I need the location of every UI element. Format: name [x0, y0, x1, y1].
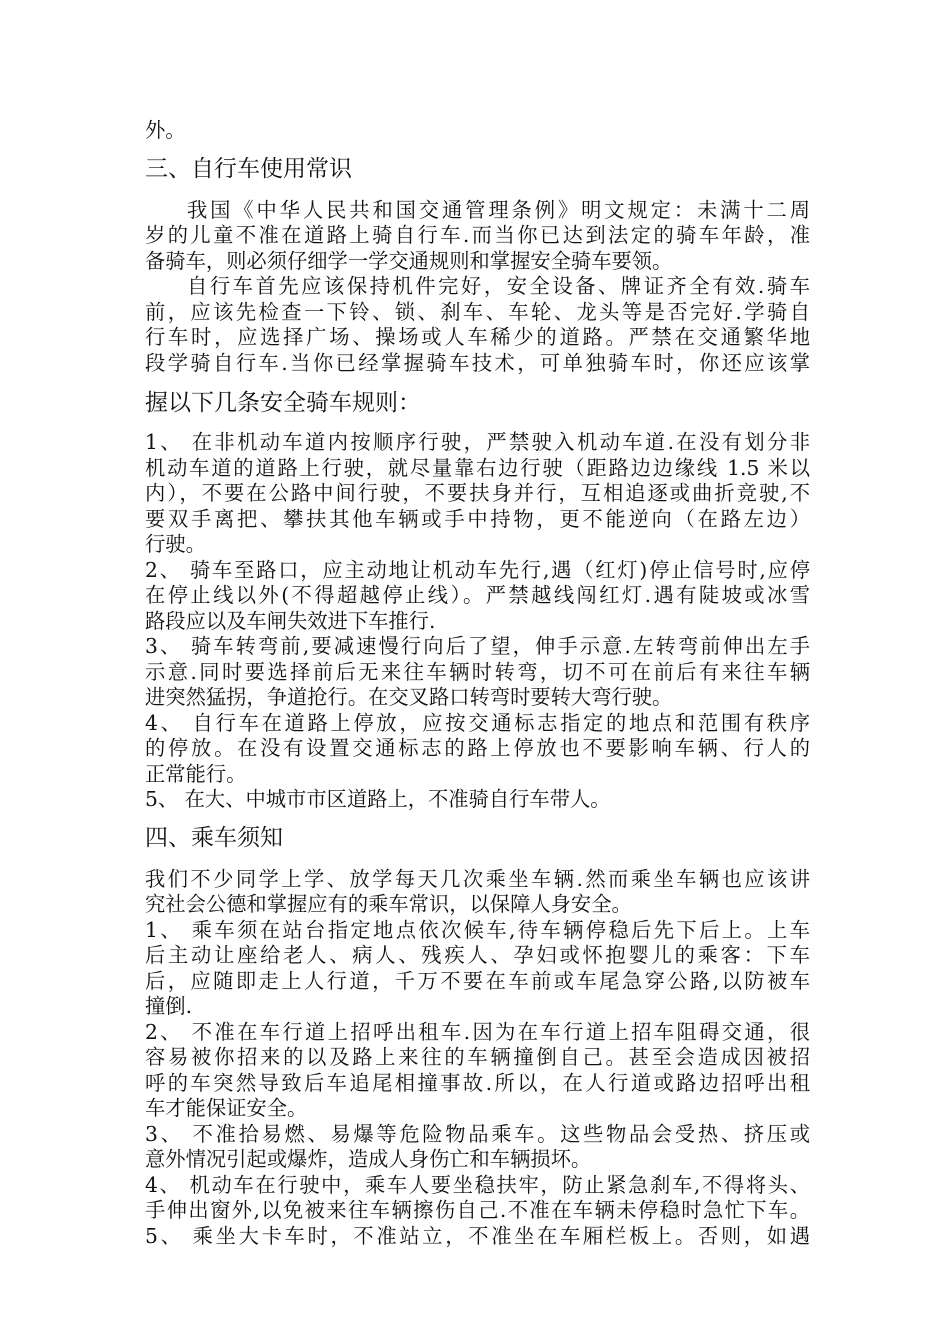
paragraph-line: 段学骑自行车.当你已经掌握骑车技术，可单独骑车时，你还应该掌: [145, 350, 810, 375]
rule-line: 示意.同时要选择前后无来往车辆时转弯，切不可在前后有来往车辆: [145, 659, 810, 684]
spacer: [145, 418, 810, 430]
section4-rule-5: [145, 1224, 810, 1250]
spacer: [145, 376, 810, 388]
paragraph-line: 岁的儿童不准在道路上骑自行车.而当你已达到法定的骑车年龄，准: [145, 223, 810, 247]
rule-line: 3、 不准拾易燃、易爆等危险物品乘车。这些物品会受热、挤压或: [145, 1121, 810, 1146]
spacer: [145, 184, 810, 198]
section3-paragraph-2: [145, 274, 810, 376]
paragraph-line: 自行车首先应该保持机件完好，安全设备、牌证齐全有效.骑车: [187, 274, 810, 298]
rule-line: 要双手离把、攀扶其他车辆或手中持物，更不能逆向（在路左边）: [145, 506, 810, 531]
section3-heading: 三、自行车使用常识: [145, 155, 352, 182]
rule-line: 3、 骑车转弯前,要减速慢行向后了望，伸手示意.左转弯前伸出左手: [145, 634, 810, 658]
paragraph-line: 我国《中华人民共和国交通管理条例》明文规定：未满十二周: [187, 197, 810, 222]
spacer: [145, 853, 810, 867]
rule-line: 行驶。: [145, 532, 206, 556]
rule-line: 4、 机动车在行驶中，乘车人要坐稳扶牢，防止紧急刹车,不得将头、: [145, 1172, 810, 1197]
rule-line: 进突然猛拐，争道抢行。在交叉路口转弯时要转大弯行驶。: [145, 685, 673, 709]
section3-rule-2: [145, 558, 810, 635]
paragraph-line: 前，应该先检查一下铃、锁、刹车、车轮、龙头等是否完好.学骑自: [145, 299, 810, 324]
section4-heading: 四、乘车须知: [145, 824, 283, 851]
section4-rule-4: [145, 1173, 810, 1224]
rule-line: 撞倒.: [145, 994, 193, 1018]
rule-line: 4、 自行车在道路上停放，应按交通标志指定的地点和范围有秩序: [145, 710, 810, 735]
section3-rules-intro: 握以下几条安全骑车规则：: [145, 390, 421, 416]
rule-line: 车才能保证安全。: [145, 1096, 308, 1120]
section4-intro: [145, 867, 810, 918]
document-page: [145, 118, 810, 1249]
spacer: [145, 813, 810, 823]
section3-rule-1: [145, 430, 810, 558]
section4-rule-3: [145, 1122, 810, 1173]
rule-line: 1、 乘车须在站台指定地点依次候车,待车辆停稳后先下后上。上车: [145, 917, 810, 942]
rule-line: 手伸出窗外,以免被来往车辆擦伤自己.不准在车辆未停稳时急忙下车。: [145, 1198, 810, 1222]
rule-line: 在停止线以外(不得超越停止线）。严禁越线闯红灯.遇有陡坡或冰雪: [145, 583, 810, 607]
rule-line: 呼的车突然导致后车追尾相撞事故.所以，在人行道或路边招呼出租: [145, 1070, 810, 1095]
paragraph-line: 我们不少同学上学、放学每天几次乘坐车辆.然而乘坐车辆也应该讲: [145, 866, 810, 891]
intro-tail: 外。: [145, 118, 186, 142]
rule-line: 路段应以及车闸失效进下车推行.: [145, 608, 436, 633]
section4-rule-2: [145, 1020, 810, 1122]
rule-line: 意外情况引起或爆炸，造成人身伤亡和车辆损坏。: [145, 1147, 592, 1171]
section4-rule-1: [145, 918, 810, 1020]
rule-line: 后，应随即走上人行道，千万不要在车前或车尾急穿公路,以防被车: [145, 968, 810, 993]
rule-line: 2、 不准在车行道上招呼出租车.因为在车行道上招车阻碍交通，很: [145, 1019, 810, 1044]
rule-line: 5、 在大、中城市市区道路上，不准骑自行车带人。: [145, 787, 611, 811]
section3-rule-5: [145, 787, 810, 813]
rule-line: 内），不要在公路中间行驶，不要扶身并行，互相追逐或曲折竞驶,不: [145, 481, 810, 505]
rule-line: 的停放。在没有设置交通标志的路上停放也不要影响车辆、行人的: [145, 736, 810, 760]
paragraph-line: 究社会公德和掌握应有的乘车常识，以保障人身安全。: [145, 892, 632, 916]
rule-line: 5、 乘坐大卡车时，不准站立，不准坐在车厢栏板上。否则，如遇: [145, 1223, 810, 1248]
section3-rule-4: [145, 711, 810, 788]
section3-rule-3: [145, 634, 810, 711]
paragraph-line: 备骑车，则必须仔细学一学交通规则和掌握安全骑车要领。: [145, 248, 673, 273]
spacer: [145, 144, 810, 154]
rule-line: 正常能行。: [145, 761, 247, 786]
rule-line: 1、 在非机动车道内按顺序行驶，严禁驶入机动车道.在没有划分非: [145, 430, 810, 454]
rule-line: 机动车道的道路上行驶，就尽量靠右边行驶（距路边边缘线 1.5 米以: [145, 455, 810, 480]
section3-paragraph-1: [145, 198, 810, 275]
paragraph-line: 行车时，应选择广场、操场或人车稀少的道路。严禁在交通繁华地: [145, 325, 810, 349]
rule-line: 2、 骑车至路口，应主动地让机动车先行,遇（红灯)停止信号时,应停: [145, 557, 810, 582]
rule-line: 容易被你招来的以及路上来往的车辆撞倒自己。甚至会造成因被招: [145, 1045, 810, 1069]
rule-line: 后主动让座给老人、病人、残疾人、孕妇或怀抱婴儿的乘客：下车: [145, 943, 810, 967]
